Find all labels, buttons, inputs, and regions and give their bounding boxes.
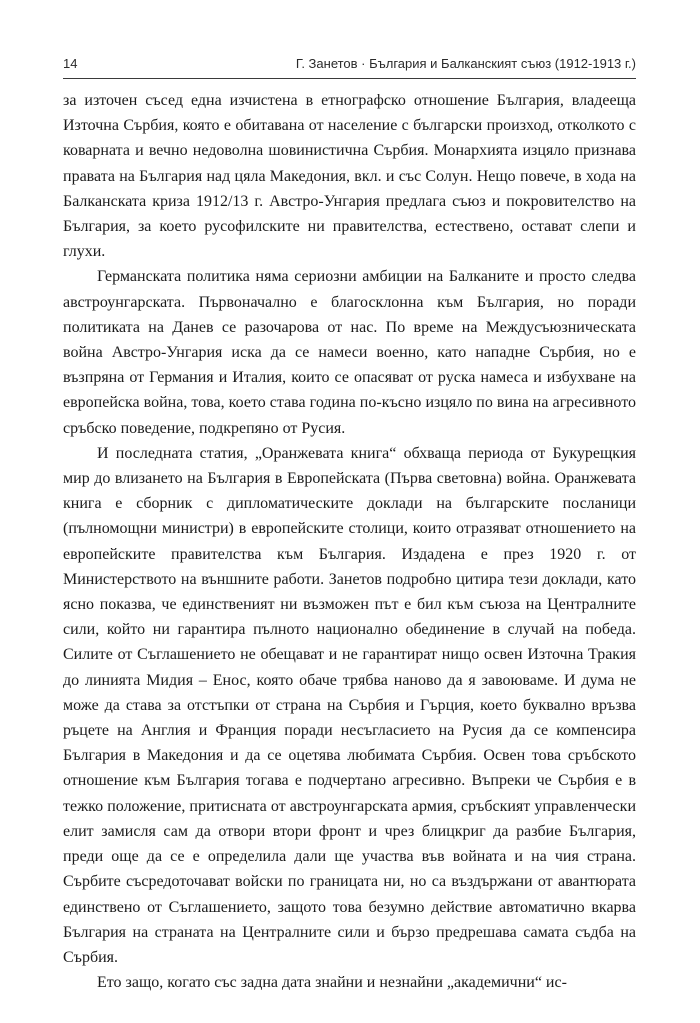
page-number: 14 [63, 56, 78, 71]
paragraph: за източен съсед една изчистена в етнографско отношение България, владееща Източна Сърбия, която е обитавана от население с български произход, отколкото с коварната и вечно недоволна шовинистична Сърбия. Монархията изцяло признава правата на България над цяла Македония, вкл. и със Солун. Нещо повече, в хода на Балканската криза 1912/13 г. Австро-Унгария предлага съюз и покровителство на България, за което русофилските ни правителства, естествено, остават слепи и глухи. [63, 92, 636, 261]
running-title: Г. Занетов · България и Балканският съюз (1912-1913 г.) [295, 56, 636, 71]
paragraph: Ето защо, когато със задна дата знайни и незнайни „академични“ ис- [97, 974, 567, 992]
paragraph: Германската политика няма сериозни амбиции на Балканите и просто следва австроунгарската. Първоначално е благосклонна към България, но поради политиката на Данев се разочарова от нас. По време на Междусъюзническата война Австро-Унгария иска да се намеси военно, като нападне Сърбия, но е възпряна от Германия и Италия, които се опасяват от руска намеса и избухване на европейска война, това, което става година по-късно изцяло по вина на агресивното сръбско поведение, подкрепяно от Русия. [63, 268, 636, 437]
paragraph: И последната статия, „Оранжевата книга“ обхваща периода от Букурещкия мир до влизането на България в Европейската (Първа световна) война. Оранжевата книга е сборник с дипломатическите доклади на българските посланици (пълномощни министри) в европейските столици, които отразяват отношението на европейските правителства към България. Издадена е през 1920 г. от Министерството на външните работи. Занетов подробно цитира тези доклади, като ясно показва, че единственият ни възможен път е бил към съюза на Централните сили, който ни гарантира пълното национално обединение в случай на победа. Силите от Съглашението не обещават и не гарантират нищо освен Източна Тракия до линията Мидия – Енос, която обаче трябва наново да я завоюваме. И дума не може да става за отстъпки от страна на Сърбия и Гърция, което буквално връзва ръцете на Англия и Франция поради несъгласието на Русия да се компенсира България в Македония и да се оцетява любимата Сърбия. Освен това сръбското отношение към България тогава е подчертано агресивно. Въпреки че Сърбия е в тежко положение, притисната от австроунгарската армия, сръбският управленчески елит замисля сам да отвори втори фронт и чрез блицкриг да разбие България, преди още да се е определила дали ще участва във войната и на чия страна. Сърбите съсредоточават войски по границата ни, но са въздържани от авантюрата единствено от Съглашението, защото това безумно действие автоматично вкарва България на страната на Централните сили и бързо предрешава самата съдба на Сърбия. [63, 444, 636, 966]
page-header [63, 56, 636, 76]
header-rule [63, 78, 636, 79]
body-text [63, 88, 636, 995]
